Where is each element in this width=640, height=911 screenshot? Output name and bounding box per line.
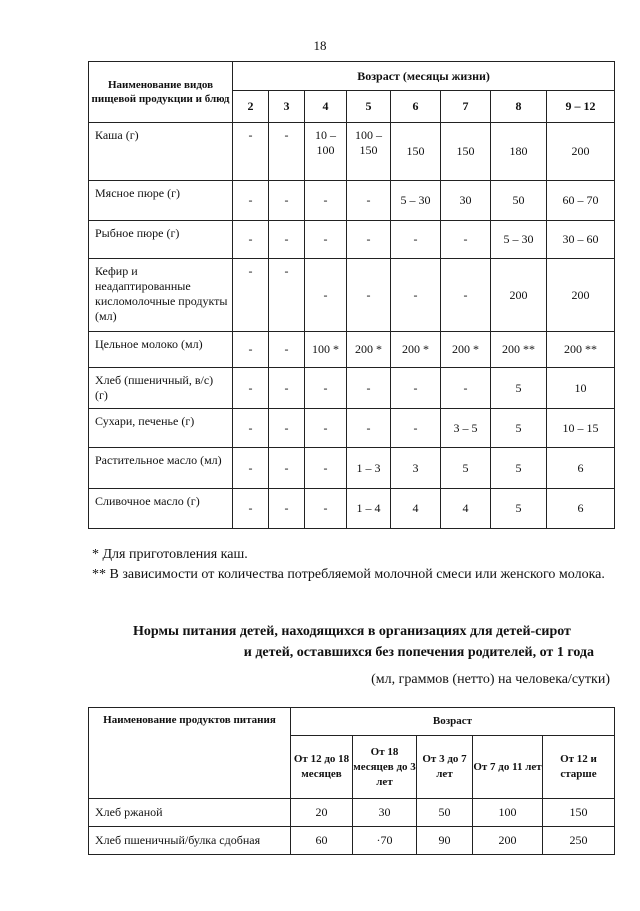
- month-header: 7: [441, 91, 491, 123]
- value-cell: 5 – 30: [491, 221, 547, 259]
- value-cell: 200 *: [441, 332, 491, 368]
- value-cell: -: [233, 332, 269, 368]
- value-cell: -: [269, 221, 305, 259]
- value-cell: 180: [491, 123, 547, 181]
- value-cell: 30: [441, 181, 491, 221]
- value-cell: -: [269, 332, 305, 368]
- value-cell: 4: [391, 489, 441, 529]
- value-cell: 1 – 3: [347, 448, 391, 489]
- product-name: Растительное масло (мл): [89, 448, 233, 489]
- value-cell: 6: [547, 489, 615, 529]
- value-cell: 5: [441, 448, 491, 489]
- product-name: Каша (г): [89, 123, 233, 181]
- value-cell: 10 – 15: [547, 409, 615, 448]
- units-note: (мл, граммов (нетто) на человека/сутки): [371, 672, 610, 687]
- value-cell: 200 **: [491, 332, 547, 368]
- value-cell: 30 – 60: [547, 221, 615, 259]
- value-cell: 20: [291, 799, 353, 827]
- value-cell: 4: [441, 489, 491, 529]
- value-cell: -: [347, 181, 391, 221]
- value-cell: -: [269, 181, 305, 221]
- table-row: [89, 123, 615, 181]
- footnote-1: * Для приготовления каш.: [92, 547, 248, 562]
- table-row: [89, 259, 615, 332]
- month-header: 6: [391, 91, 441, 123]
- month-header: 4: [305, 91, 347, 123]
- month-header: 5: [347, 91, 391, 123]
- column-header-product: Наименование продуктов питания: [89, 708, 291, 799]
- value-cell: 5: [491, 368, 547, 409]
- value-cell: 5: [491, 448, 547, 489]
- table-row: [89, 368, 615, 409]
- value-cell: 200 *: [391, 332, 441, 368]
- value-cell: 10 – 100: [305, 123, 347, 181]
- section-title-line-2: и детей, оставшихся без попечения родителей, от 1 года: [243, 645, 594, 660]
- age-header: От 18 месяцев до 3 лет: [353, 736, 417, 799]
- value-cell: -: [347, 368, 391, 409]
- value-cell: -: [441, 259, 491, 332]
- value-cell: 200: [547, 123, 615, 181]
- value-cell: -: [233, 221, 269, 259]
- section-title-line-1: Нормы питания детей, находящихся в организациях для детей-сирот: [133, 624, 571, 639]
- column-header-age: Возраст: [291, 708, 615, 736]
- value-cell: -: [347, 221, 391, 259]
- value-cell: -: [305, 181, 347, 221]
- table-row: [89, 221, 615, 259]
- product-name: Хлеб (пшеничный, в/с) (г): [89, 368, 233, 409]
- table-row: [89, 448, 615, 489]
- value-cell: 90: [417, 827, 473, 855]
- value-cell: 250: [543, 827, 615, 855]
- value-cell: -: [391, 368, 441, 409]
- month-header: 9 – 12: [547, 91, 615, 123]
- value-cell: 150: [543, 799, 615, 827]
- value-cell: -: [269, 123, 305, 181]
- value-cell: 200: [473, 827, 543, 855]
- column-header-age-months: Возраст (месяцы жизни): [233, 62, 615, 91]
- value-cell: 10: [547, 368, 615, 409]
- value-cell: -: [233, 368, 269, 409]
- value-cell: 150: [391, 123, 441, 181]
- month-header: 3: [269, 91, 305, 123]
- value-cell: -: [391, 409, 441, 448]
- table-row: [89, 332, 615, 368]
- month-header: 2: [233, 91, 269, 123]
- value-cell: 60 – 70: [547, 181, 615, 221]
- value-cell: -: [347, 409, 391, 448]
- value-cell: 5: [491, 409, 547, 448]
- value-cell: -: [269, 448, 305, 489]
- value-cell: 200: [491, 259, 547, 332]
- value-cell: ·70: [353, 827, 417, 855]
- feeding-table-children: [88, 707, 615, 855]
- value-cell: -: [233, 409, 269, 448]
- table-row: [89, 799, 615, 827]
- footnotes: [92, 545, 612, 585]
- value-cell: 1 – 4: [347, 489, 391, 529]
- value-cell: 5 – 30: [391, 181, 441, 221]
- value-cell: 100 *: [305, 332, 347, 368]
- value-cell: 100: [473, 799, 543, 827]
- value-cell: -: [233, 181, 269, 221]
- product-name: Хлеб пшеничный/булка сдобная: [89, 827, 291, 855]
- value-cell: 200 **: [547, 332, 615, 368]
- value-cell: 50: [417, 799, 473, 827]
- value-cell: -: [269, 409, 305, 448]
- value-cell: 200: [547, 259, 615, 332]
- footnote-2: ** В зависимости от количества потребляемой молочной смеси или женского молока.: [92, 567, 605, 582]
- value-cell: -: [305, 489, 347, 529]
- value-cell: -: [305, 368, 347, 409]
- value-cell: -: [269, 368, 305, 409]
- table-row: [89, 409, 615, 448]
- product-name: Рыбное пюре (г): [89, 221, 233, 259]
- value-cell: 50: [491, 181, 547, 221]
- column-header-product: Наименование видов пищевой продукции и блюд: [89, 62, 233, 123]
- value-cell: -: [441, 368, 491, 409]
- value-cell: -: [391, 259, 441, 332]
- value-cell: -: [347, 259, 391, 332]
- age-header: От 12 до 18 месяцев: [291, 736, 353, 799]
- value-cell: -: [391, 221, 441, 259]
- value-cell: 60: [291, 827, 353, 855]
- value-cell: 100 – 150: [347, 123, 391, 181]
- value-cell: -: [233, 123, 269, 181]
- value-cell: -: [305, 409, 347, 448]
- value-cell: -: [269, 259, 305, 332]
- age-header: От 3 до 7 лет: [417, 736, 473, 799]
- value-cell: 3: [391, 448, 441, 489]
- value-cell: 6: [547, 448, 615, 489]
- value-cell: 5: [491, 489, 547, 529]
- page-number: 18: [313, 38, 327, 53]
- value-cell: 30: [353, 799, 417, 827]
- value-cell: -: [233, 489, 269, 529]
- value-cell: -: [233, 448, 269, 489]
- table-row: [89, 489, 615, 529]
- value-cell: 200 *: [347, 332, 391, 368]
- value-cell: -: [441, 221, 491, 259]
- product-name: Цельное молоко (мл): [89, 332, 233, 368]
- product-name: Хлеб ржаной: [89, 799, 291, 827]
- table-row: [89, 181, 615, 221]
- value-cell: -: [269, 489, 305, 529]
- product-name: Сухари, печенье (г): [89, 409, 233, 448]
- product-name: Мясное пюре (г): [89, 181, 233, 221]
- feeding-table-infants: [88, 61, 615, 529]
- month-header: 8: [491, 91, 547, 123]
- age-header: От 7 до 11 лет: [473, 736, 543, 799]
- product-name: Сливочное масло (г): [89, 489, 233, 529]
- table-row: [89, 827, 615, 855]
- value-cell: -: [305, 221, 347, 259]
- age-header: От 12 и старше: [543, 736, 615, 799]
- value-cell: -: [233, 259, 269, 332]
- value-cell: 3 – 5: [441, 409, 491, 448]
- value-cell: -: [305, 259, 347, 332]
- section-title: [92, 621, 612, 663]
- value-cell: -: [305, 448, 347, 489]
- product-name: Кефир и неадаптированные кисломолочные продукты (мл): [89, 259, 233, 332]
- value-cell: 150: [441, 123, 491, 181]
